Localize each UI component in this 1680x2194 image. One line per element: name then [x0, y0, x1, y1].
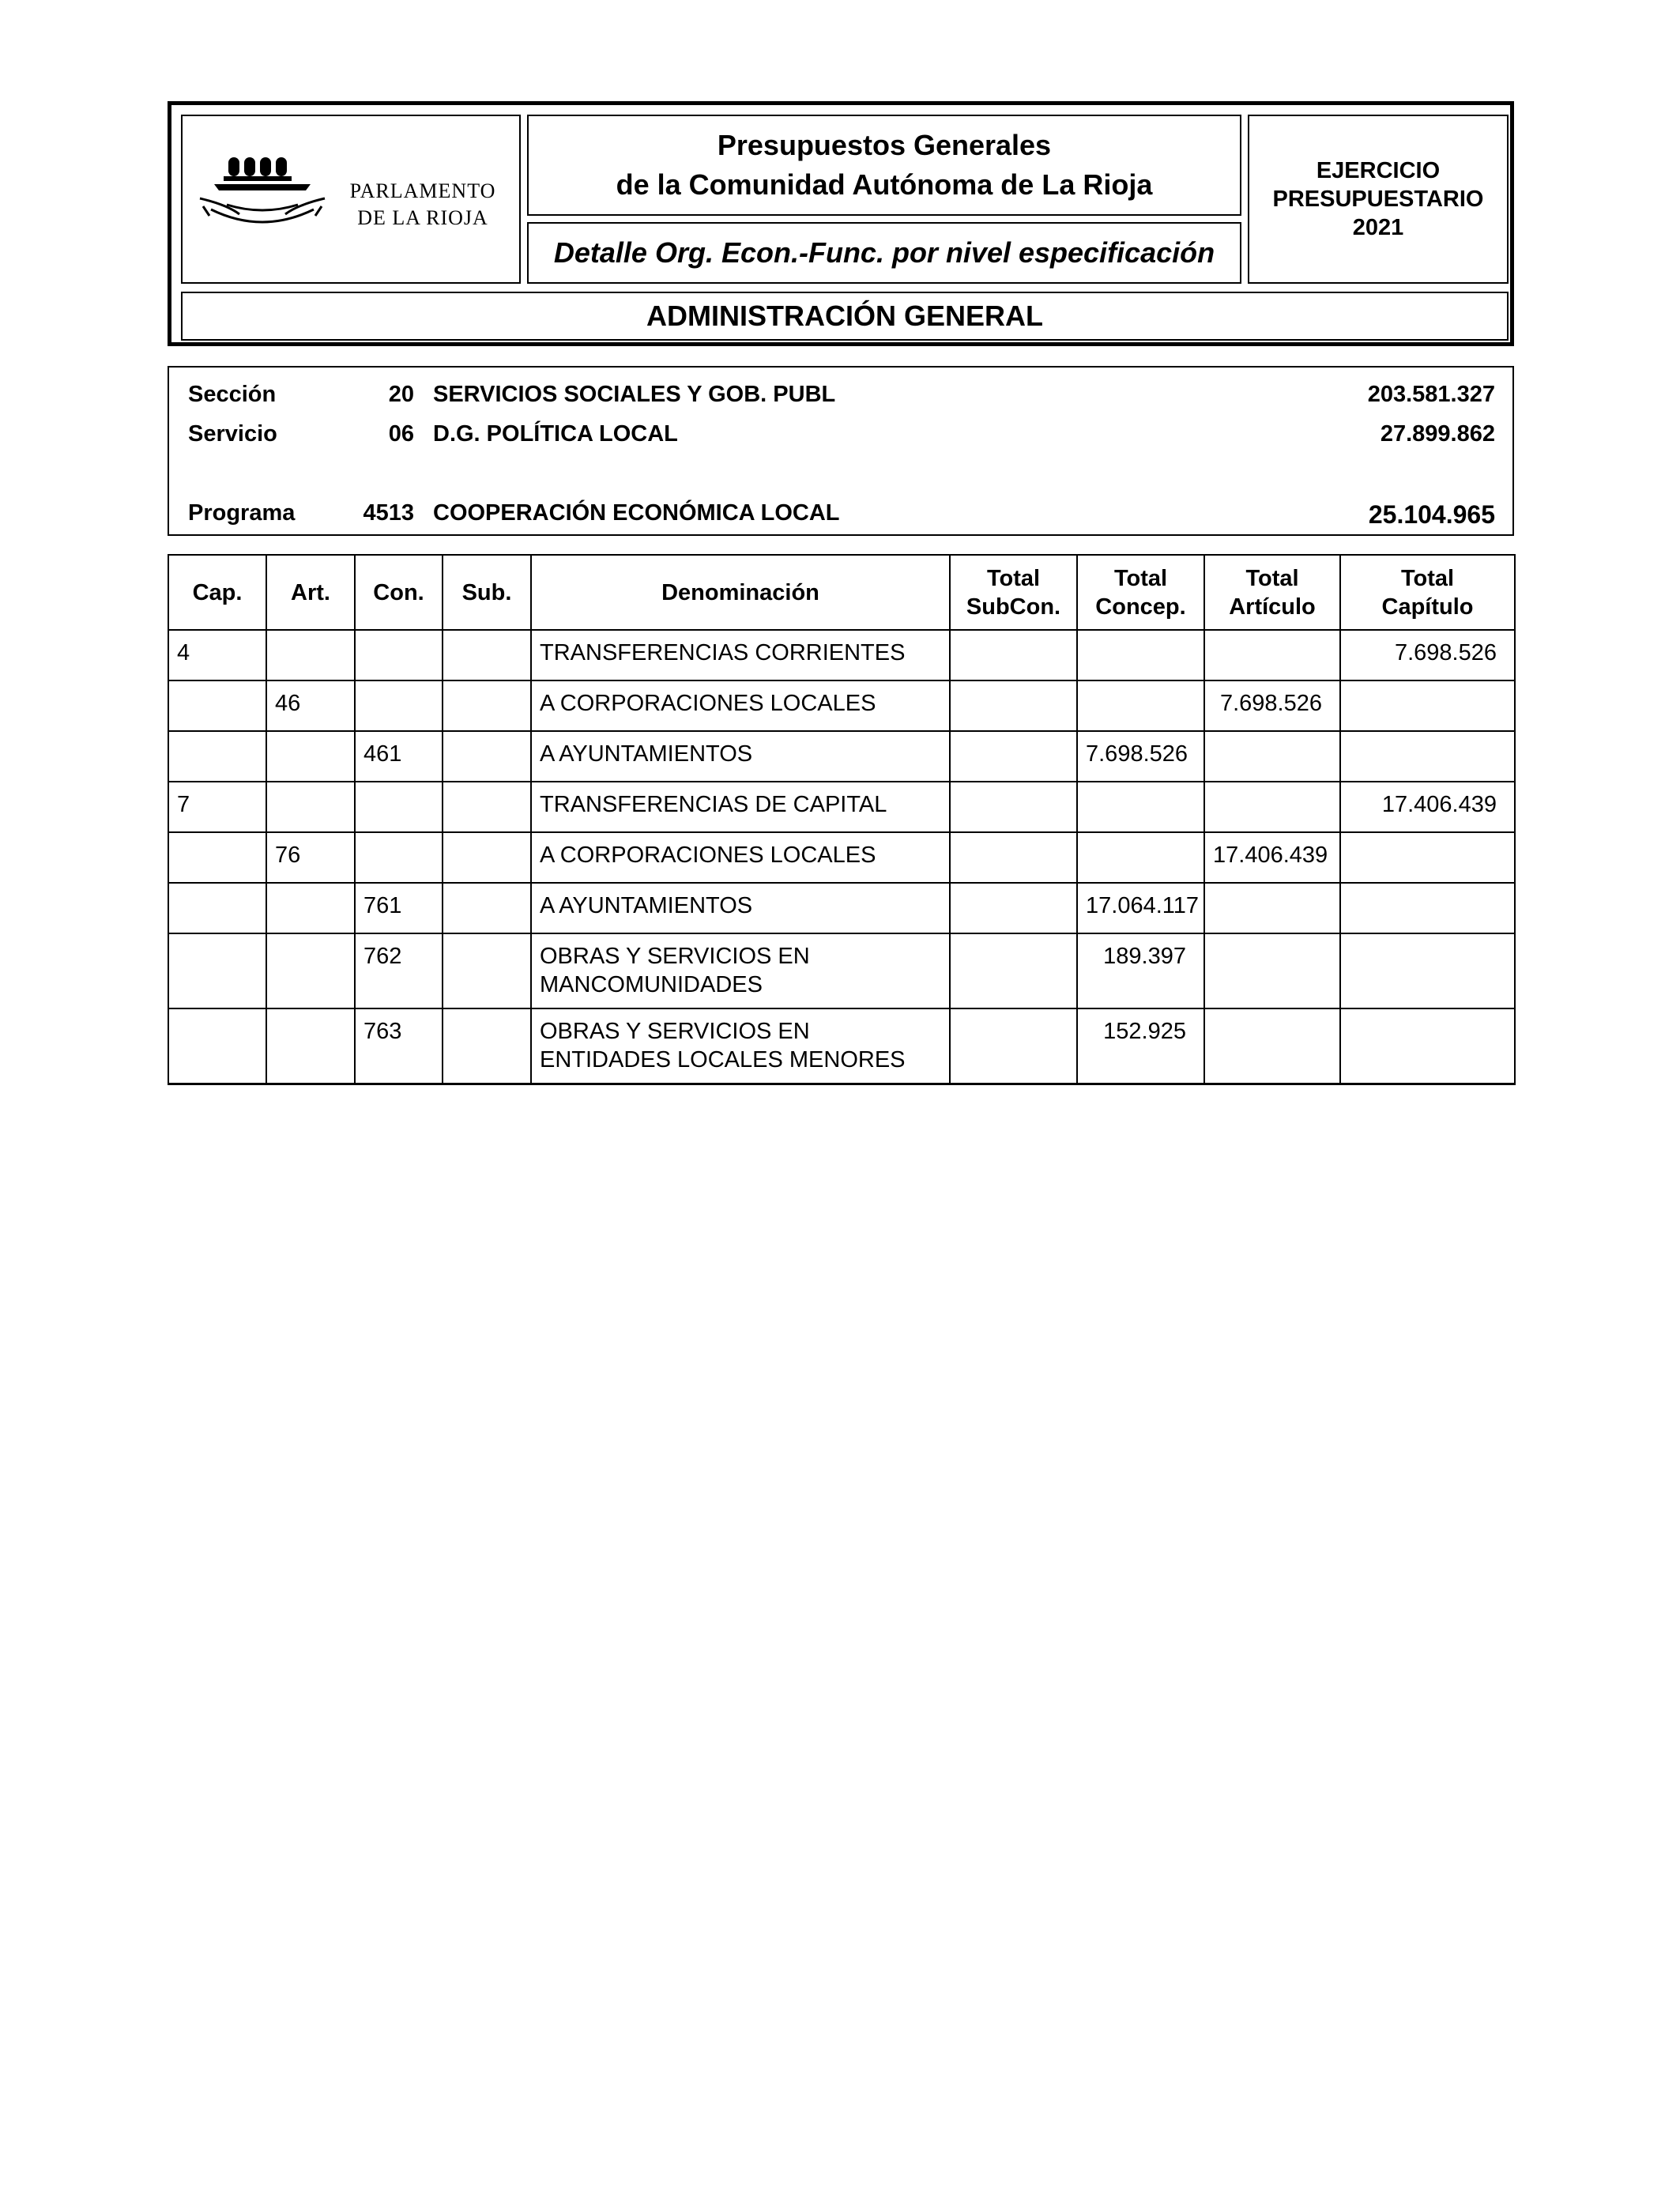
cell-con: 461	[355, 731, 443, 782]
header-total-concep	[1077, 555, 1204, 630]
denominacion-line1: TRANSFERENCIAS DE CAPITAL	[540, 792, 887, 817]
cell-art: 46	[266, 680, 355, 731]
cell-total-capitulo	[1340, 731, 1515, 782]
header-con: Con.	[355, 555, 443, 630]
table-body	[168, 630, 1515, 1084]
cell-total-subcon	[950, 832, 1077, 883]
cell-total-articulo	[1204, 782, 1340, 832]
cell-total-articulo: 7.698.526	[1204, 680, 1340, 731]
org-name-line2: DE LA RIOJA	[357, 206, 488, 229]
denominacion-line1: OBRAS Y SERVICIOS EN	[540, 944, 810, 969]
cell-sub	[443, 731, 531, 782]
cell-art	[266, 933, 355, 1008]
ejercicio-year: 2021	[1352, 215, 1404, 240]
cell-denominacion	[531, 883, 950, 933]
table-row	[168, 731, 1515, 782]
cell-con	[355, 832, 443, 883]
cell-con	[355, 680, 443, 731]
cell-sub	[443, 782, 531, 832]
table-row	[168, 1008, 1515, 1084]
cell-cap: 7	[168, 782, 266, 832]
ejercicio-line1: EJERCICIO	[1316, 158, 1441, 183]
cell-total-subcon	[950, 1008, 1077, 1084]
servicio-name: D.G. POLÍTICA LOCAL	[433, 421, 678, 447]
cell-denominacion	[531, 832, 950, 883]
seccion-row	[169, 382, 1512, 413]
cell-total-capitulo: 17.406.439	[1340, 782, 1515, 832]
cell-sub	[443, 933, 531, 1008]
cell-total-concep: 189.397	[1077, 933, 1204, 1008]
cell-total-capitulo	[1340, 680, 1515, 731]
header-total-subcon	[950, 555, 1077, 630]
cell-cap	[168, 832, 266, 883]
table-row	[168, 782, 1515, 832]
program-info	[168, 366, 1514, 536]
table-row	[168, 630, 1515, 680]
cell-denominacion	[531, 680, 950, 731]
header-total-subcon-line1: Total	[986, 565, 1041, 591]
cell-total-capitulo	[1340, 1008, 1515, 1084]
cell-total-concep	[1077, 680, 1204, 731]
table-row	[168, 933, 1515, 1008]
cell-total-concep	[1077, 782, 1204, 832]
programa-label: Programa	[188, 500, 296, 526]
cell-total-articulo	[1204, 933, 1340, 1008]
seccion-code: 20	[388, 382, 414, 407]
header-total-concep-line1: Total	[1113, 565, 1168, 591]
table-row	[168, 883, 1515, 933]
cell-sub	[443, 883, 531, 933]
cell-total-subcon	[950, 680, 1077, 731]
cell-art	[266, 1008, 355, 1084]
cell-total-capitulo	[1340, 832, 1515, 883]
cell-total-subcon	[950, 782, 1077, 832]
denominacion-line2: MANCOMUNIDADES	[540, 972, 763, 997]
org-name	[336, 178, 510, 232]
cell-sub	[443, 832, 531, 883]
cell-con	[355, 630, 443, 680]
denominacion-line1: A CORPORACIONES LOCALES	[540, 843, 876, 868]
cell-total-articulo	[1204, 731, 1340, 782]
cell-total-articulo	[1204, 883, 1340, 933]
title-line1: Presupuestos Generales	[717, 129, 1052, 161]
ejercicio-box	[1248, 115, 1509, 284]
programa-name: COOPERACIÓN ECONÓMICA LOCAL	[433, 500, 840, 526]
cell-sub	[443, 630, 531, 680]
cell-total-concep	[1077, 832, 1204, 883]
programa-amount: 25.104.965	[1368, 500, 1495, 529]
cell-art	[266, 731, 355, 782]
header-total-capitulo-line2: Capítulo	[1381, 594, 1474, 620]
cell-art	[266, 782, 355, 832]
seccion-name: SERVICIOS SOCIALES Y GOB. PUBL	[433, 382, 836, 407]
subtitle: Detalle Org. Econ.-Func. por nivel especificación	[553, 236, 1215, 269]
denominacion-line1: OBRAS Y SERVICIOS EN	[540, 1019, 810, 1044]
cell-total-concep	[1077, 630, 1204, 680]
org-name-line1: PARLAMENTO	[349, 179, 496, 202]
header-total-subcon-line2: SubCon.	[966, 594, 1061, 620]
cell-sub	[443, 1008, 531, 1084]
denominacion-line1: A AYUNTAMIENTOS	[540, 893, 753, 918]
cell-con: 762	[355, 933, 443, 1008]
cell-con: 763	[355, 1008, 443, 1084]
denominacion-line1: TRANSFERENCIAS CORRIENTES	[540, 640, 906, 665]
cell-total-concep: 7.698.526	[1077, 731, 1204, 782]
servicio-amount: 27.899.862	[1380, 421, 1495, 447]
header-total-concep-line2: Concep.	[1095, 594, 1186, 620]
budget-detail-table	[168, 554, 1516, 1085]
cell-con: 761	[355, 883, 443, 933]
cell-total-concep: 17.064.117	[1077, 883, 1204, 933]
cell-total-subcon	[950, 883, 1077, 933]
header-total-articulo-line1: Total	[1245, 565, 1299, 591]
header-cap: Cap.	[168, 555, 266, 630]
document-header	[168, 101, 1514, 346]
servicio-code: 06	[388, 421, 414, 447]
title-line2: de la Comunidad Autónoma de La Rioja	[616, 168, 1153, 201]
cell-cap: 4	[168, 630, 266, 680]
cell-total-capitulo: 7.698.526	[1340, 630, 1515, 680]
subtitle-box	[527, 222, 1241, 284]
programa-code: 4513	[363, 500, 414, 526]
logo-box	[181, 115, 521, 284]
header-art: Art.	[266, 555, 355, 630]
cell-denominacion	[531, 782, 950, 832]
cell-denominacion	[531, 731, 950, 782]
cell-art	[266, 630, 355, 680]
ejercicio-line2: PRESUPUESTARIO	[1272, 187, 1484, 212]
table-header-row	[168, 555, 1515, 630]
header-total-articulo	[1204, 555, 1340, 630]
cell-denominacion	[531, 1008, 950, 1084]
servicio-label: Servicio	[188, 421, 277, 447]
header-total-capitulo	[1340, 555, 1515, 630]
header-total-articulo-line2: Artículo	[1229, 594, 1316, 620]
cell-cap	[168, 680, 266, 731]
cell-art: 76	[266, 832, 355, 883]
denominacion-line1: A AYUNTAMIENTOS	[540, 741, 753, 767]
servicio-row	[169, 421, 1512, 453]
cell-total-subcon	[950, 731, 1077, 782]
cell-denominacion	[531, 933, 950, 1008]
cell-cap	[168, 731, 266, 782]
header-denominacion: Denominación	[531, 555, 950, 630]
cell-denominacion	[531, 630, 950, 680]
cell-total-articulo: 17.406.439	[1204, 832, 1340, 883]
seccion-label: Sección	[188, 382, 277, 407]
denominacion-line2: ENTIDADES LOCALES MENORES	[540, 1047, 906, 1072]
cell-cap	[168, 1008, 266, 1084]
cell-total-subcon	[950, 630, 1077, 680]
table-row	[168, 832, 1515, 883]
cell-total-subcon	[950, 933, 1077, 1008]
table-row	[168, 680, 1515, 731]
cell-cap	[168, 883, 266, 933]
denominacion-line1: A CORPORACIONES LOCALES	[540, 691, 876, 716]
header-sub: Sub.	[443, 555, 531, 630]
seccion-amount: 203.581.327	[1367, 382, 1495, 407]
cell-total-capitulo	[1340, 883, 1515, 933]
parlamento-emblem-icon	[195, 149, 330, 236]
cell-con	[355, 782, 443, 832]
title-box	[527, 115, 1241, 216]
cell-cap	[168, 933, 266, 1008]
programa-row	[169, 500, 1512, 532]
cell-total-articulo	[1204, 1008, 1340, 1084]
header-total-capitulo-line1: Total	[1400, 565, 1455, 591]
cell-total-capitulo	[1340, 933, 1515, 1008]
cell-total-articulo	[1204, 630, 1340, 680]
section-title-box	[181, 292, 1509, 341]
cell-art	[266, 883, 355, 933]
section-title: ADMINISTRACIÓN GENERAL	[646, 300, 1043, 332]
cell-total-concep: 152.925	[1077, 1008, 1204, 1084]
cell-sub	[443, 680, 531, 731]
